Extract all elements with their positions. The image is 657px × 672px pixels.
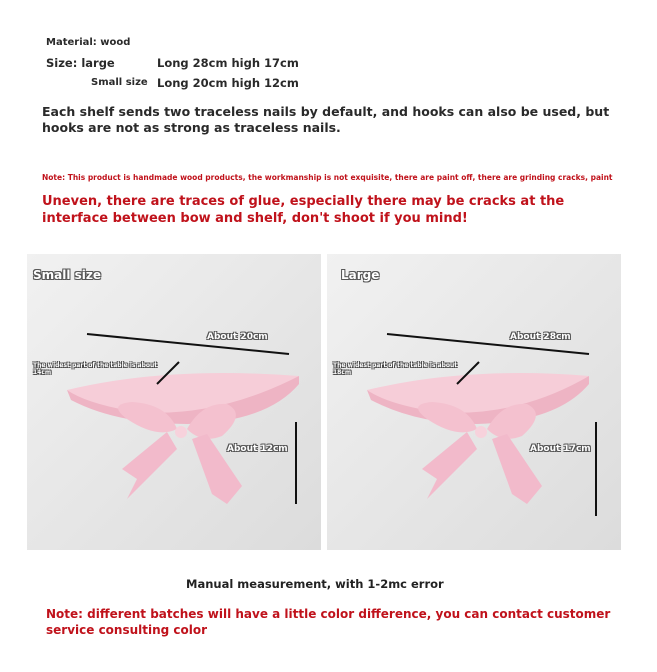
shelf-illustration-small (27, 254, 321, 550)
panel-title-small: Small size (33, 268, 102, 282)
measurement-note: Manual measurement, with 1-2mc error (186, 577, 444, 591)
height-label-large: About 17cm (530, 444, 591, 454)
small-size-photo (27, 254, 321, 550)
length-label-small: About 20cm (207, 332, 268, 342)
widest-label-small: The widest part of the table is about 14cm (33, 362, 158, 376)
handmade-note: Note: This product is handmade wood products, the workmanship is not exquisite, there are paint off, there are grinding cracks, paint (42, 173, 613, 182)
panel-title-large: Large (341, 268, 380, 282)
height-label-small: About 12cm (227, 444, 288, 454)
shelf-illustration-large (327, 254, 621, 550)
size-large-dims: Long 28cm high 17cm (157, 56, 299, 70)
size-small-dims: Long 20cm high 12cm (157, 76, 299, 90)
size-small-label: Small size (91, 77, 148, 88)
size-large-label: Size: large (46, 56, 115, 70)
length-label-large: About 28cm (510, 332, 571, 342)
widest-label-large: The widest part of the table is about 18cm (333, 362, 458, 376)
color-difference-note: Note: different batches will have a little color difference, you can contact customer service consulting color (46, 607, 611, 637)
material-label: Material: wood (46, 37, 131, 48)
large-size-photo (327, 254, 621, 550)
uneven-warning: Uneven, there are traces of glue, especially there may be cracks at the interface between bow and shelf, don't shoot if you mind! (42, 194, 565, 226)
shelf-nails-note: Each shelf sends two traceless nails by default, and hooks can also be used, but hooks are not as strong as traceless nails. (42, 104, 610, 135)
